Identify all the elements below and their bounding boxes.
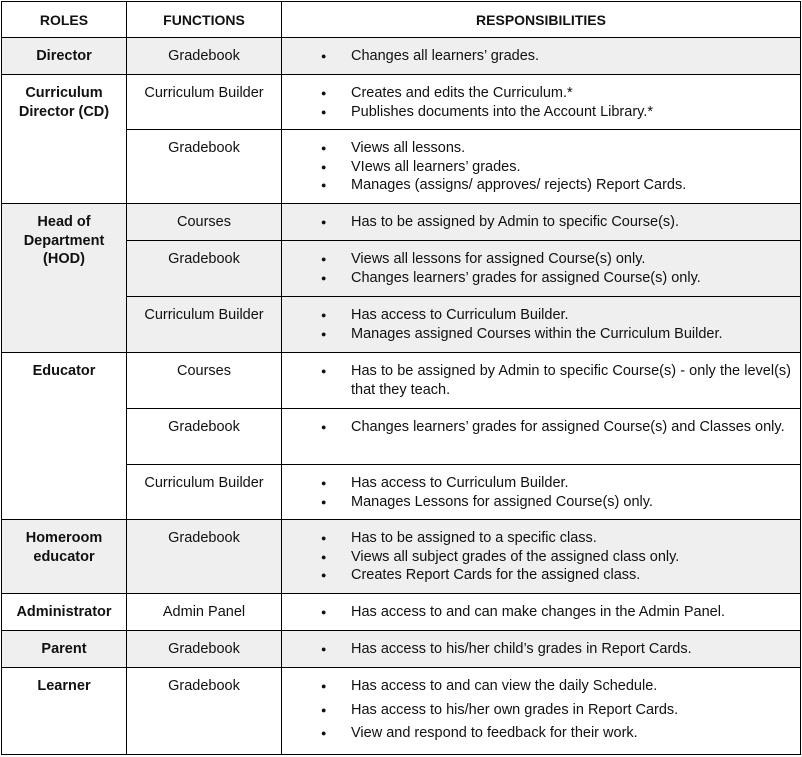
responsibilities-cell — [282, 130, 801, 204]
role-cell: Administrator — [2, 594, 127, 631]
responsibility-item: ● Has access to his/her child’s grades in Report Cards. — [282, 640, 791, 659]
responsibilities-cell — [282, 520, 801, 594]
responsibility-item: ● Creates Report Cards for the assigned class. — [282, 566, 791, 585]
function-cell: Curriculum Builder — [127, 297, 282, 353]
function-cell: Courses — [127, 204, 282, 241]
role-cell: Curriculum Director (CD) — [2, 75, 127, 204]
table-row — [2, 75, 801, 130]
responsibility-item: ● Has access to Curriculum Builder. — [282, 474, 791, 493]
responsibility-item: ● View and respond to feedback for their work. — [282, 724, 791, 743]
role-cell: Educator — [2, 353, 127, 520]
responsibility-item: ● Changes all learners’ grades. — [282, 47, 791, 66]
table-row — [2, 631, 801, 668]
responsibility-item: ● Has to be assigned to a specific class. — [282, 529, 791, 548]
responsibilities-cell — [282, 668, 801, 755]
responsibility-item: ● Changes learners’ grades for assigned Course(s) and Classes only. — [282, 418, 791, 437]
responsibilities-cell — [282, 241, 801, 297]
header-roles: ROLES — [2, 2, 127, 38]
responsibilities-cell — [282, 631, 801, 668]
function-cell: Gradebook — [127, 631, 282, 668]
header-row — [2, 2, 801, 38]
function-cell: Curriculum Builder — [127, 465, 282, 520]
responsibility-item: ● Views all lessons for assigned Course(s) only. — [282, 250, 791, 269]
function-cell: Courses — [127, 353, 282, 409]
responsibility-item: ● Has access to and can view the daily Schedule. — [282, 677, 791, 696]
header-functions: FUNCTIONS — [127, 2, 282, 38]
function-cell: Curriculum Builder — [127, 75, 282, 130]
table-row — [2, 204, 801, 241]
responsibility-item: ● Manages assigned Courses within the Curriculum Builder. — [282, 325, 791, 344]
table-row — [2, 594, 801, 631]
function-cell: Gradebook — [127, 409, 282, 465]
function-cell: Gradebook — [127, 38, 282, 75]
responsibility-item: ● Manages (assigns/ approves/ rejects) Report Cards. — [282, 176, 791, 195]
responsibility-item: ● Has to be assigned by Admin to specific Course(s) - only the level(s) that they teach. — [282, 362, 791, 399]
responsibility-item: ● Views all lessons. — [282, 139, 791, 158]
header-responsibilities: RESPONSIBILITIES — [282, 2, 801, 38]
responsibility-item: ● Has access to and can make changes in the Admin Panel. — [282, 603, 791, 622]
responsibilities-cell — [282, 465, 801, 520]
responsibilities-cell — [282, 38, 801, 75]
table-row — [2, 520, 801, 594]
responsibilities-cell — [282, 594, 801, 631]
responsibility-item: ● Has access to Curriculum Builder. — [282, 306, 791, 325]
table-row — [2, 668, 801, 755]
function-cell: Gradebook — [127, 668, 282, 755]
responsibility-item: ● Publishes documents into the Account Library.* — [282, 103, 791, 122]
function-cell: Gradebook — [127, 130, 282, 204]
function-cell: Gradebook — [127, 241, 282, 297]
responsibility-item: ● VIews all learners’ grades. — [282, 158, 791, 177]
responsibilities-cell — [282, 353, 801, 409]
role-cell: Learner — [2, 668, 127, 755]
table-row — [2, 353, 801, 409]
responsibility-item: ● Has to be assigned by Admin to specific Course(s). — [282, 213, 791, 232]
responsibility-item: ● Changes learners’ grades for assigned Course(s) only. — [282, 269, 791, 288]
responsibilities-cell — [282, 75, 801, 130]
role-cell: Head of Department (HOD) — [2, 204, 127, 353]
role-cell: Parent — [2, 631, 127, 668]
responsibility-item: ● Has access to his/her own grades in Report Cards. — [282, 701, 791, 720]
responsibilities-cell — [282, 204, 801, 241]
role-cell: Homeroom educator — [2, 520, 127, 594]
table-row — [2, 38, 801, 75]
function-cell: Gradebook — [127, 520, 282, 594]
responsibilities-cell — [282, 409, 801, 465]
responsibility-item: ● Manages Lessons for assigned Course(s) only. — [282, 493, 791, 512]
responsibilities-cell — [282, 297, 801, 353]
roles-table — [1, 1, 801, 755]
function-cell: Admin Panel — [127, 594, 282, 631]
responsibility-item: ● Views all subject grades of the assigned class only. — [282, 548, 791, 567]
role-cell: Director — [2, 38, 127, 75]
responsibility-item: ● Creates and edits the Curriculum.* — [282, 84, 791, 103]
